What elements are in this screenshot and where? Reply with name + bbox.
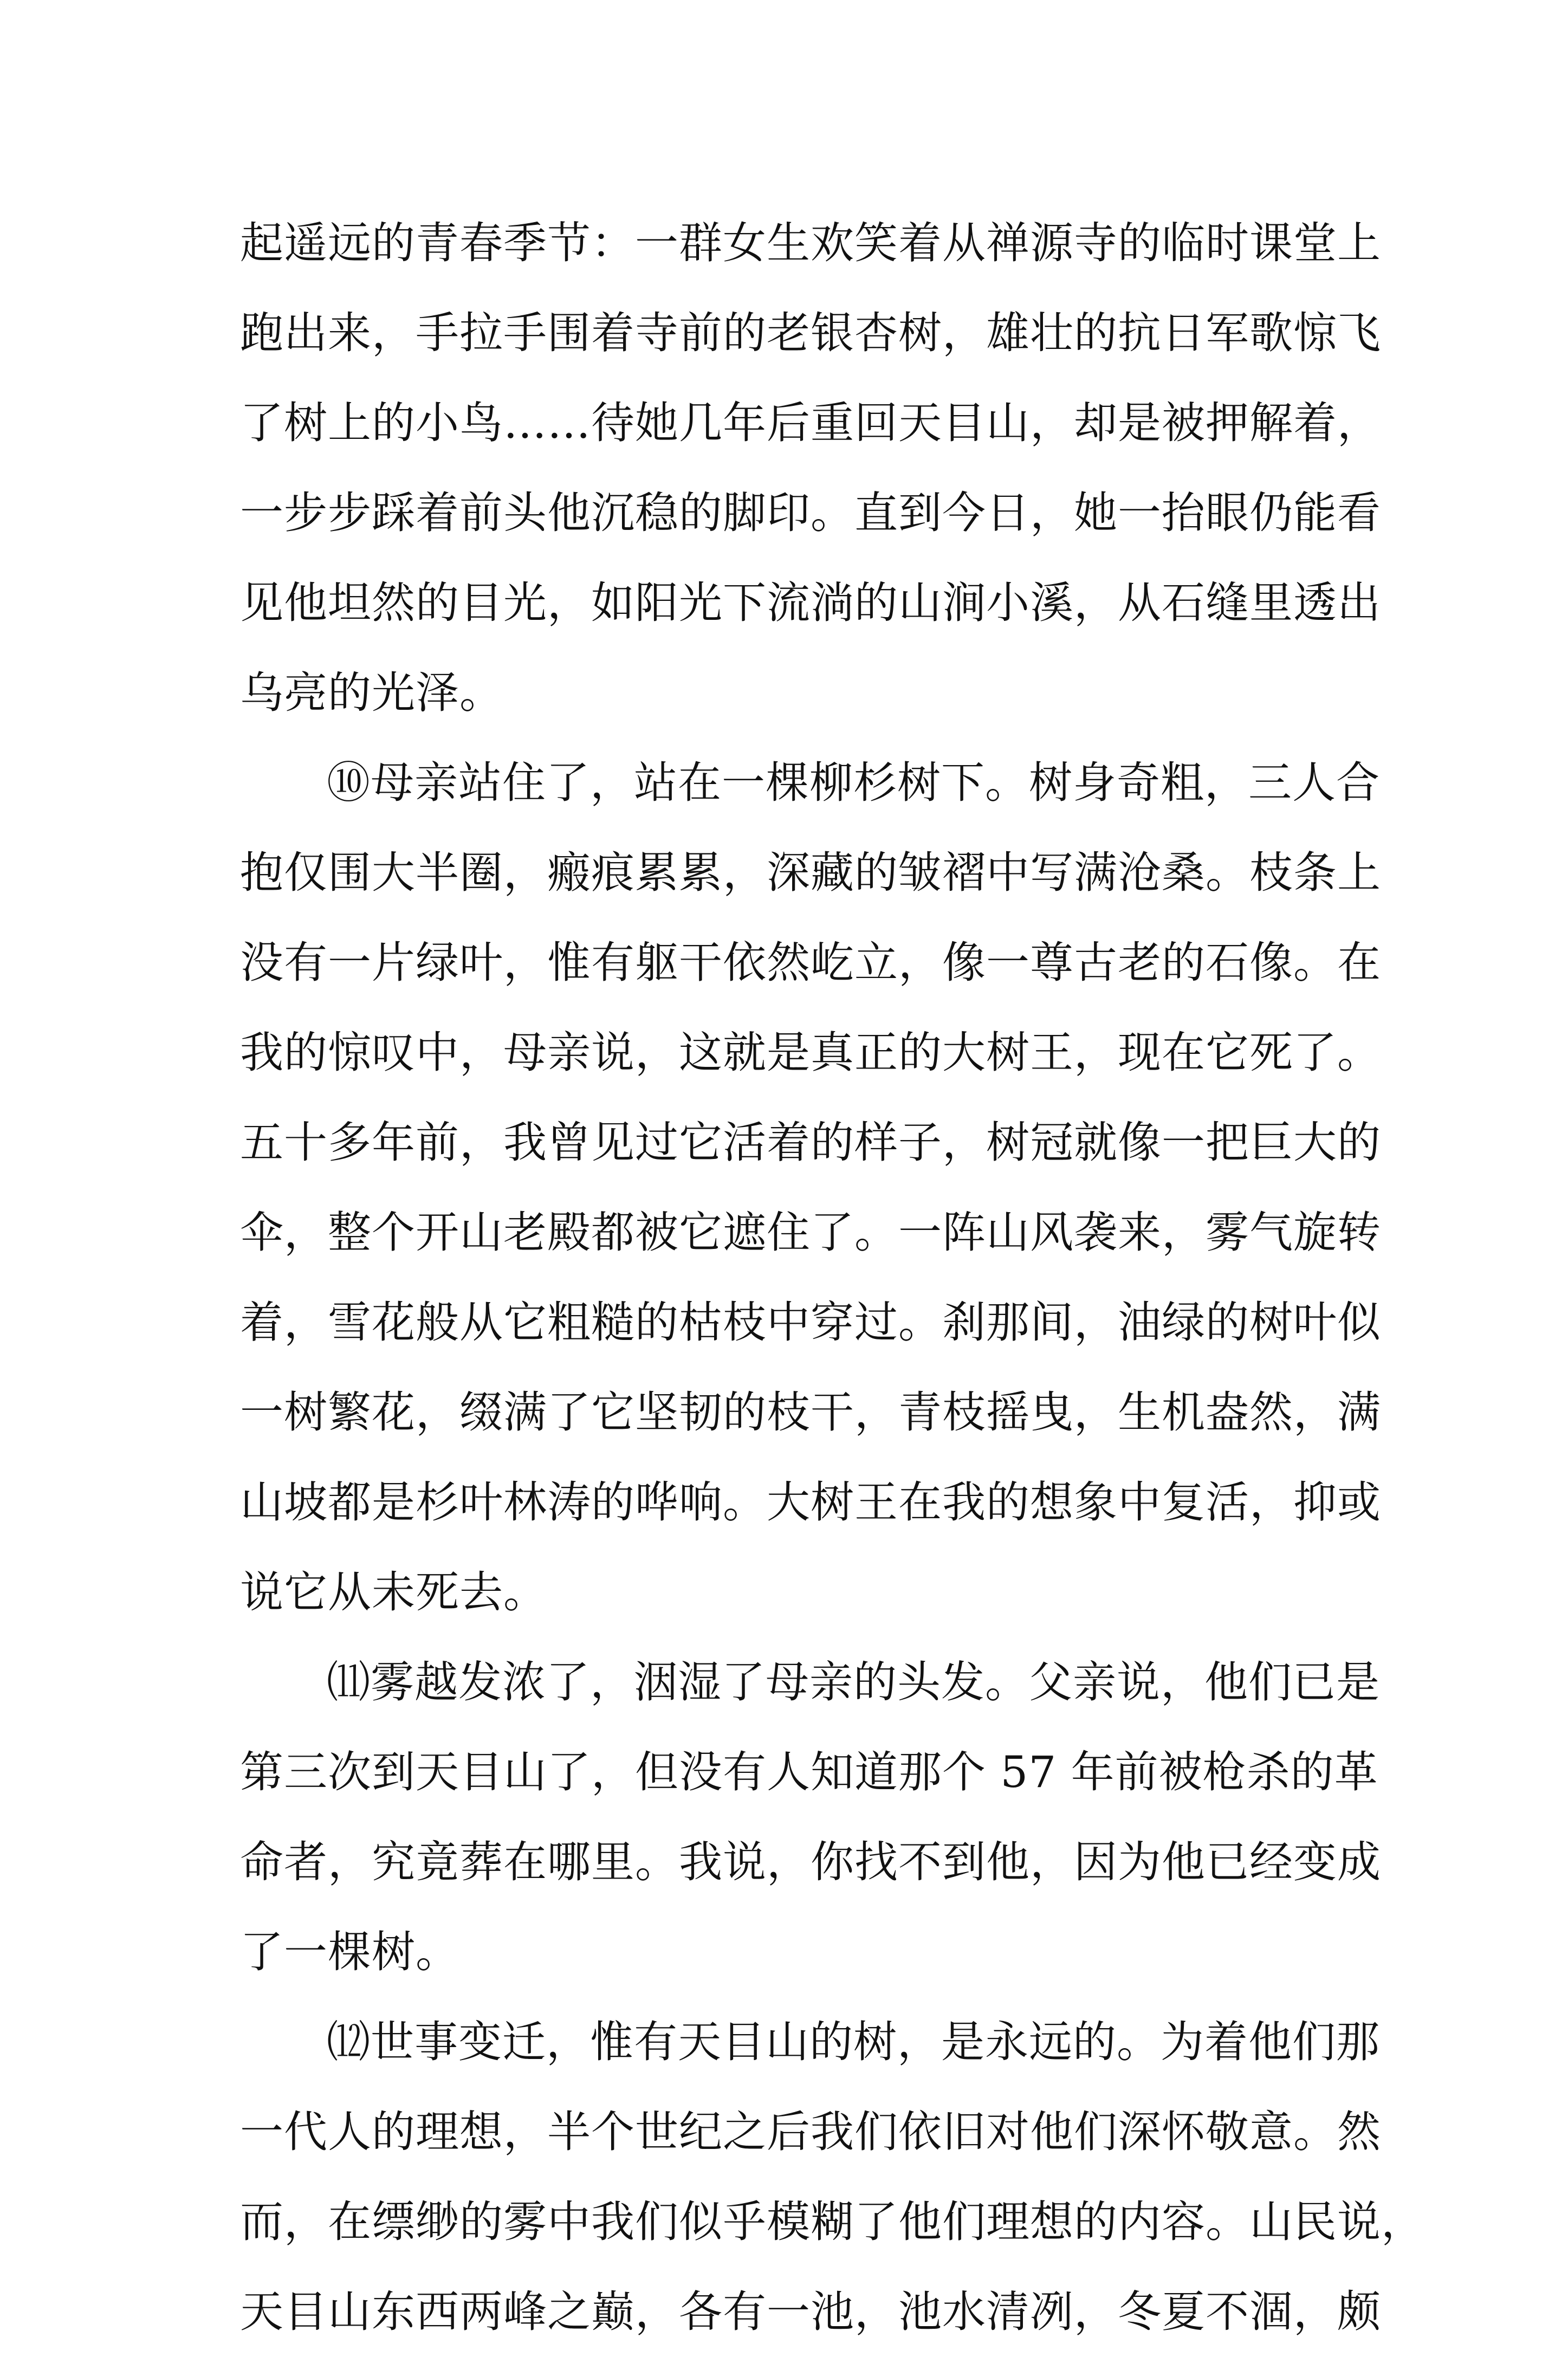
text-line: 一代人的理想，半个世纪之后我们依旧对他们深怀敬意。然 (240, 2107, 1381, 2157)
paragraph (240, 1997, 1425, 2357)
text-line: ⑾雾越发浓了，洇湿了母亲的头发。父亲说，他们已是 (327, 1657, 1380, 1707)
text-line: 而，在缥缈的雾中我们似乎模糊了他们理想的内容。山民说， (240, 2197, 1425, 2247)
paragraph (240, 738, 1381, 1637)
text-line: 了树上的小鸟……待她几年后重回天目山，却是被押解着， (240, 398, 1381, 448)
document-page (240, 198, 1425, 2357)
text-line: 我的惊叹中，母亲说，这就是真正的大树王，现在它死了。 (240, 1027, 1381, 1078)
text-line: 命者，究竟葬在哪里。我说，你找不到他，因为他已经变成 (240, 1837, 1381, 1887)
paragraph (240, 1637, 1381, 1997)
text-line: 伞，整个开山老殿都被它遮住了。一阵山风袭来，雾气旋转 (240, 1207, 1381, 1258)
paragraph (240, 198, 1381, 738)
text-line: 了一棵树。 (240, 1927, 459, 1977)
text-line: 一树繁花，缀满了它坚韧的枝干，青枝摇曳，生机盎然，满 (240, 1387, 1381, 1437)
text-line: 一步步踩着前头他沉稳的脚印。直到今日，她一抬眼仍能看 (240, 488, 1381, 538)
text-line: 天目山东西两峰之巅，各有一池，池水清冽，冬夏不涸，颇 (240, 2287, 1381, 2337)
text-line: 抱仅围大半圈，瘢痕累累，深藏的皱褶中写满沧桑。枝条上 (240, 847, 1381, 898)
text-line: ⑩母亲站住了，站在一棵柳杉树下。树身奇粗，三人合 (327, 757, 1380, 808)
text-line: 乌亮的光泽。 (240, 668, 503, 718)
text-line: 第三次到天目山了，但没有人知道那个 57 年前被枪杀的革 (240, 1747, 1378, 1797)
text-line: 说它从未死去。 (240, 1567, 547, 1617)
text-line: 见他坦然的目光，如阳光下流淌的山涧小溪，从石缝里透出 (240, 578, 1381, 628)
text-line: 没有一片绿叶，惟有躯干依然屹立，像一尊古老的石像。在 (240, 937, 1381, 988)
text-line: 着，雪花般从它粗糙的枯枝中穿过。刹那间，油绿的树叶似 (240, 1297, 1381, 1348)
text-line: 跑出来，手拉手围着寺前的老银杏树，雄壮的抗日军歌惊飞 (240, 308, 1381, 358)
text-line: 五十多年前，我曾见过它活着的样子，树冠就像一把巨大的 (240, 1117, 1381, 1168)
text-line: 山坡都是杉叶林涛的哗响。大树王在我的想象中复活，抑或 (240, 1477, 1381, 1527)
text-line: 起遥远的青春季节：一群女生欢笑着从禅源寺的临时课堂上 (240, 218, 1381, 268)
text-line: ⑿世事变迁，惟有天目山的树，是永远的。为着他们那 (327, 2017, 1380, 2067)
